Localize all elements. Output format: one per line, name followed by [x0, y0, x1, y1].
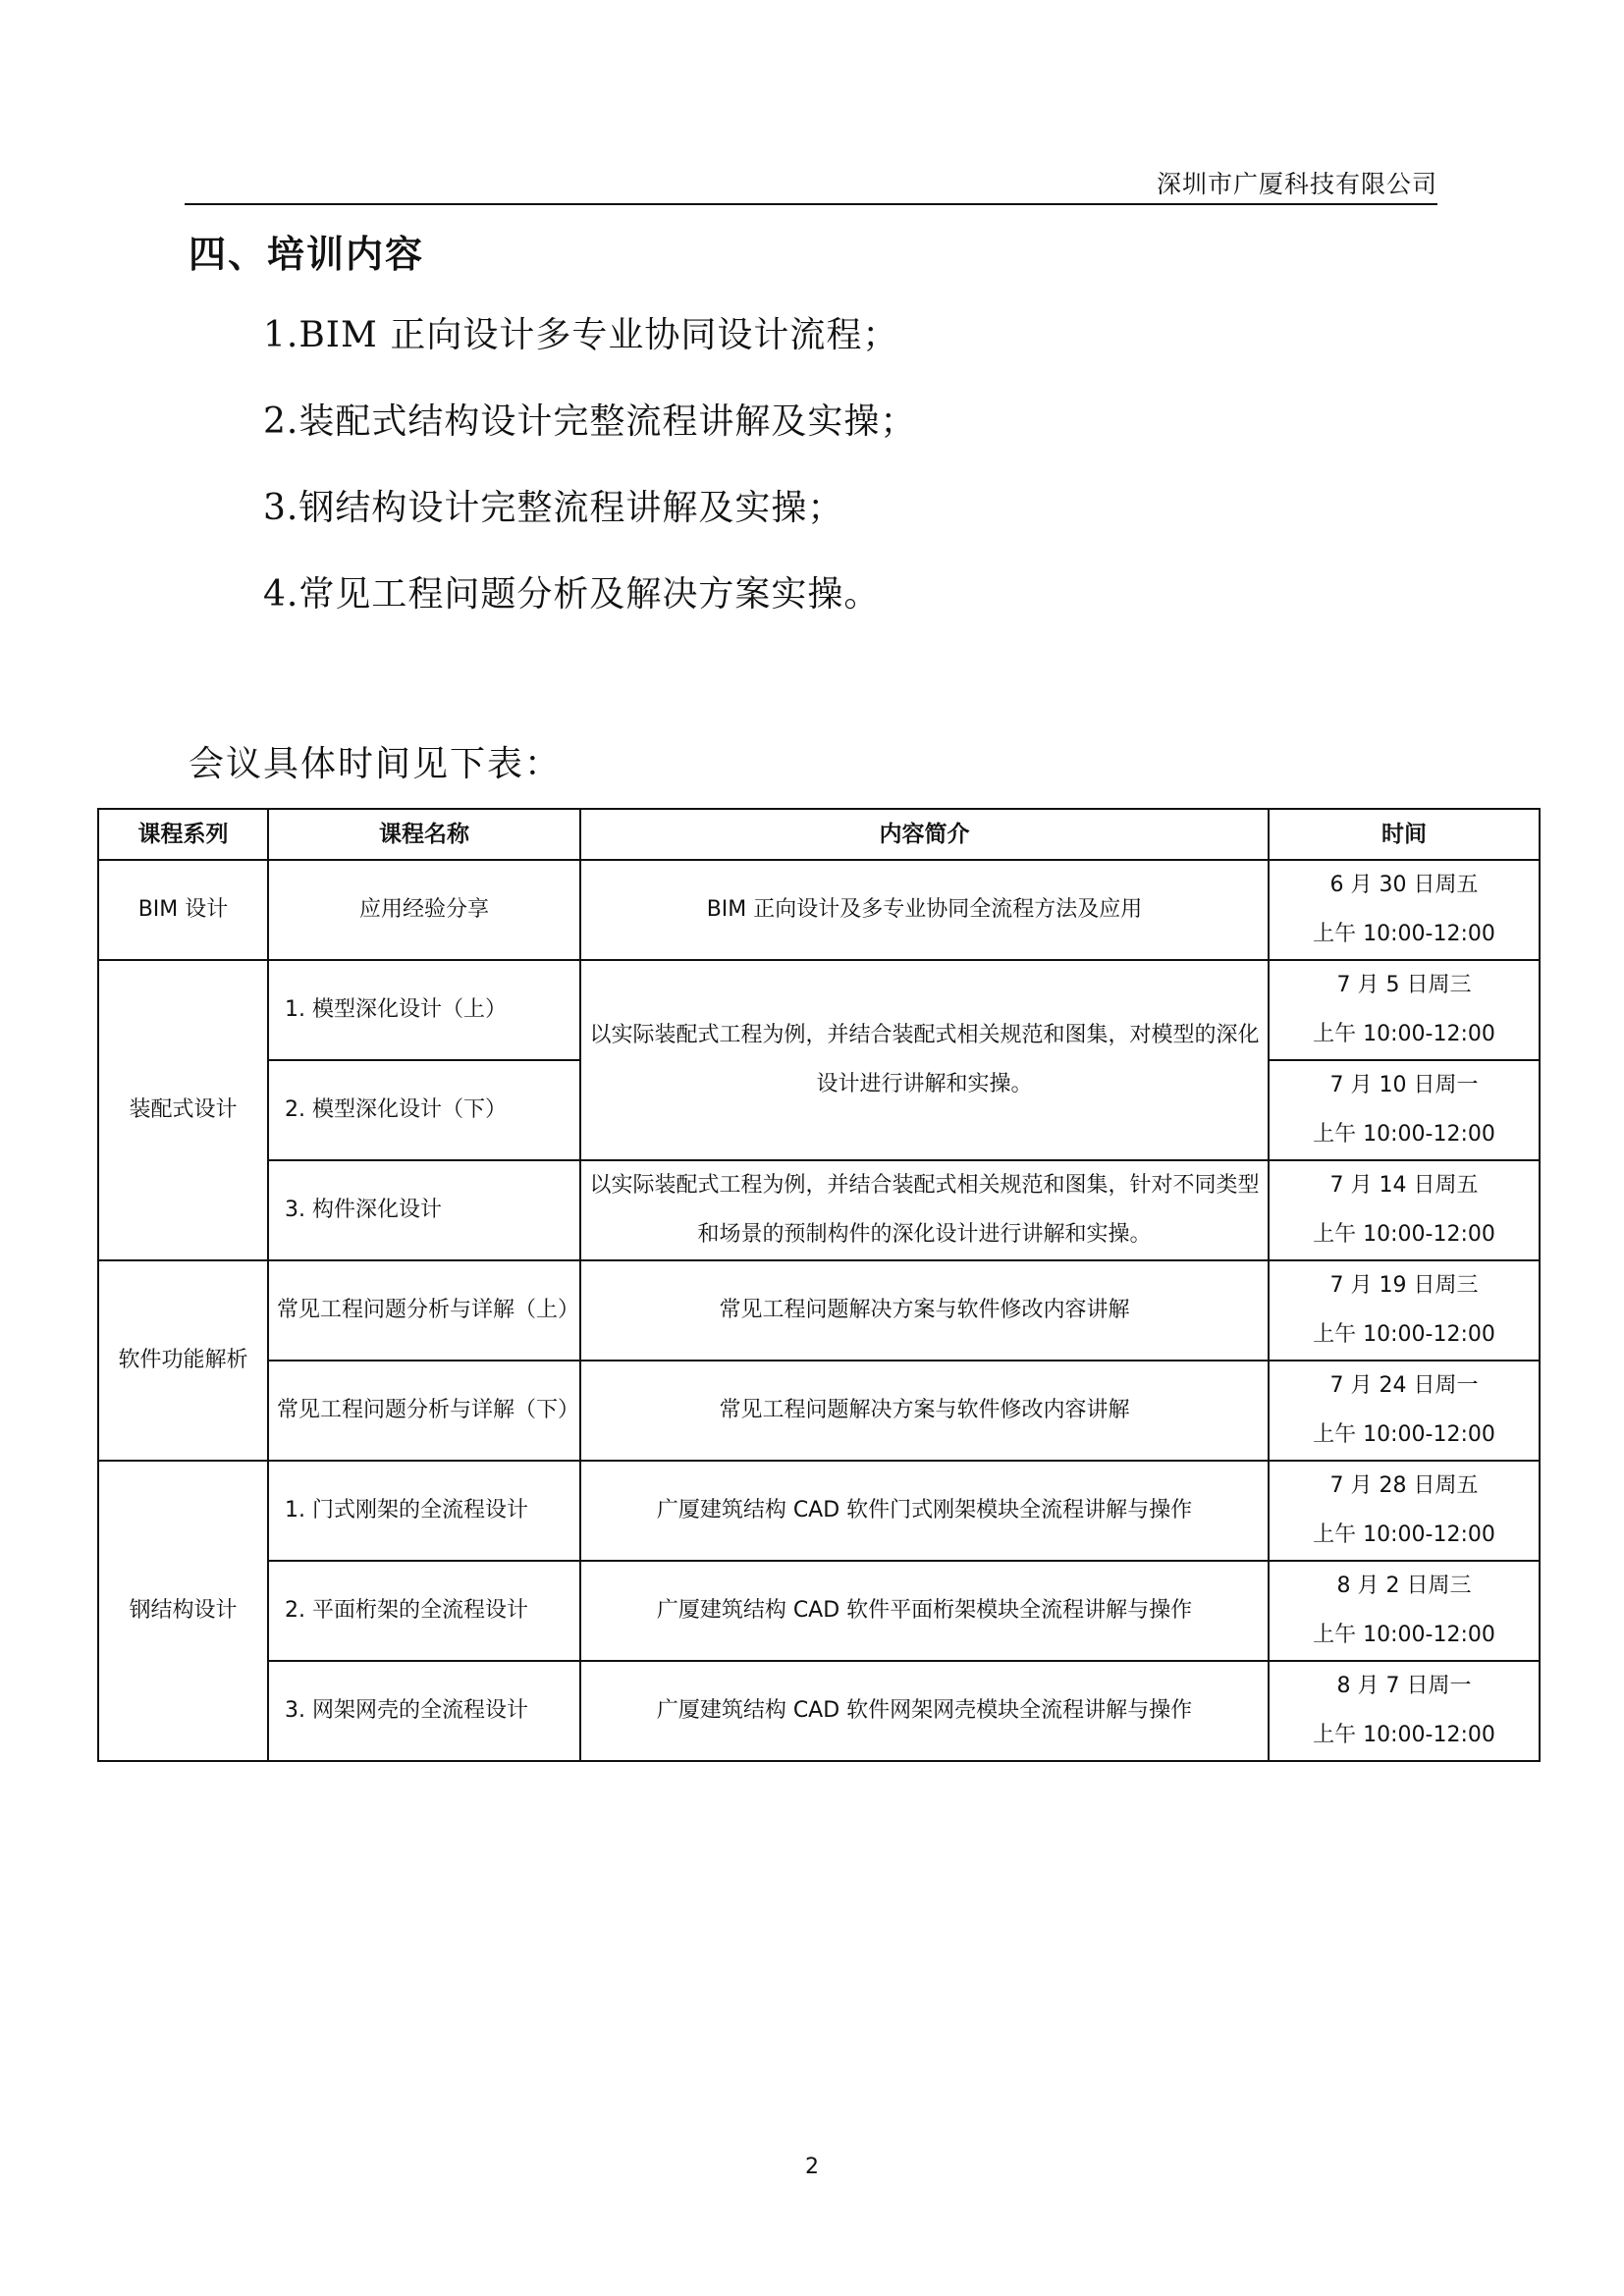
company-name: 深圳市广厦科技有限公司 [1156, 170, 1437, 198]
date-text: 8 月 7 日周一 [1336, 1674, 1472, 1698]
course-name-cell: 3. 网架网壳的全流程设计 [268, 1661, 580, 1761]
description-cell: 广厦建筑结构 CAD 软件门式刚架模块全流程讲解与操作 [580, 1461, 1269, 1561]
list-item: 2.装配式结构设计完整流程讲解及实操； [263, 401, 917, 442]
date-text: 7 月 14 日周五 [1329, 1173, 1479, 1198]
time-cell [1269, 960, 1540, 1060]
course-name-cell: 3. 构件深化设计 [268, 1160, 580, 1260]
section-heading: 四、培训内容 [189, 232, 425, 276]
date-text: 6 月 30 日周五 [1329, 873, 1479, 897]
time-cell [1269, 1561, 1540, 1661]
header-divider [185, 203, 1437, 205]
course-name-cell: 应用经验分享 [268, 860, 580, 960]
series-cell: BIM 设计 [98, 860, 268, 960]
list-item: 4.常见工程问题分析及解决方案实操。 [263, 574, 881, 614]
series-cell: 钢结构设计 [98, 1461, 268, 1761]
table-row [98, 860, 1540, 960]
time-cell [1269, 1260, 1540, 1361]
description-cell: 以实际装配式工程为例，并结合装配式相关规范和图集，对模型的深化设计进行讲解和实操。 [580, 960, 1269, 1160]
table-header-row [98, 809, 1540, 860]
description-cell: 广厦建筑结构 CAD 软件网架网壳模块全流程讲解与操作 [580, 1661, 1269, 1761]
description-cell: 常见工程问题解决方案与软件修改内容讲解 [580, 1361, 1269, 1461]
course-name-cell: 2. 模型深化设计（下） [268, 1060, 580, 1160]
table-row [98, 1661, 1540, 1761]
course-name-cell: 2. 平面桁架的全流程设计 [268, 1561, 580, 1661]
time-text: 上午 10:00-12:00 [1313, 1623, 1495, 1647]
series-cell: 软件功能解析 [98, 1260, 268, 1461]
date-text: 8 月 2 日周三 [1336, 1574, 1472, 1598]
list-item: 3.钢结构设计完整流程讲解及实操； [263, 488, 844, 528]
course-name-cell: 常见工程问题分析与详解（上） [268, 1260, 580, 1361]
date-text: 7 月 24 日周一 [1329, 1373, 1479, 1398]
time-cell [1269, 1461, 1540, 1561]
time-cell [1269, 1661, 1540, 1761]
schedule-table [97, 808, 1541, 1762]
table-row [98, 1160, 1540, 1260]
page-number: 2 [805, 2155, 819, 2179]
time-cell [1269, 1160, 1540, 1260]
time-cell [1269, 860, 1540, 960]
column-header-series: 课程系列 [98, 809, 268, 860]
table-row [98, 1461, 1540, 1561]
column-header-name: 课程名称 [268, 809, 580, 860]
date-text: 7 月 5 日周三 [1336, 973, 1472, 997]
course-name-cell: 1. 门式刚架的全流程设计 [268, 1461, 580, 1561]
description-cell: 以实际装配式工程为例，并结合装配式相关规范和图集，针对不同类型和场景的预制构件的深化设计进行讲解和实操。 [580, 1160, 1269, 1260]
time-text: 上午 10:00-12:00 [1313, 1522, 1495, 1547]
time-text: 上午 10:00-12:00 [1313, 1322, 1495, 1347]
date-text: 7 月 28 日周五 [1329, 1473, 1479, 1498]
table-row [98, 1561, 1540, 1661]
time-cell [1269, 1361, 1540, 1461]
training-content-list [263, 306, 916, 652]
course-name-cell: 1. 模型深化设计（上） [268, 960, 580, 1060]
column-header-description: 内容简介 [580, 809, 1269, 860]
description-cell: BIM 正向设计及多专业协同全流程方法及应用 [580, 860, 1269, 960]
description-cell: 常见工程问题解决方案与软件修改内容讲解 [580, 1260, 1269, 1361]
table-row [98, 1361, 1540, 1461]
course-name-cell: 常见工程问题分析与详解（下） [268, 1361, 580, 1461]
series-cell: 装配式设计 [98, 960, 268, 1260]
date-text: 7 月 19 日周三 [1329, 1273, 1479, 1298]
time-text: 上午 10:00-12:00 [1313, 1723, 1495, 1747]
time-text: 上午 10:00-12:00 [1313, 1422, 1495, 1447]
time-text: 上午 10:00-12:00 [1313, 1222, 1495, 1247]
table-row [98, 960, 1540, 1060]
date-text: 7 月 10 日周一 [1329, 1073, 1479, 1097]
time-text: 上午 10:00-12:00 [1313, 922, 1495, 946]
column-header-time: 时间 [1269, 809, 1540, 860]
time-cell [1269, 1060, 1540, 1160]
table-intro: 会议具体时间见下表： [189, 744, 563, 784]
time-text: 上午 10:00-12:00 [1313, 1122, 1495, 1147]
table-row [98, 1260, 1540, 1361]
description-cell: 广厦建筑结构 CAD 软件平面桁架模块全流程讲解与操作 [580, 1561, 1269, 1661]
time-text: 上午 10:00-12:00 [1313, 1022, 1495, 1046]
list-item: 1.BIM 正向设计多专业协同设计流程； [263, 315, 899, 355]
